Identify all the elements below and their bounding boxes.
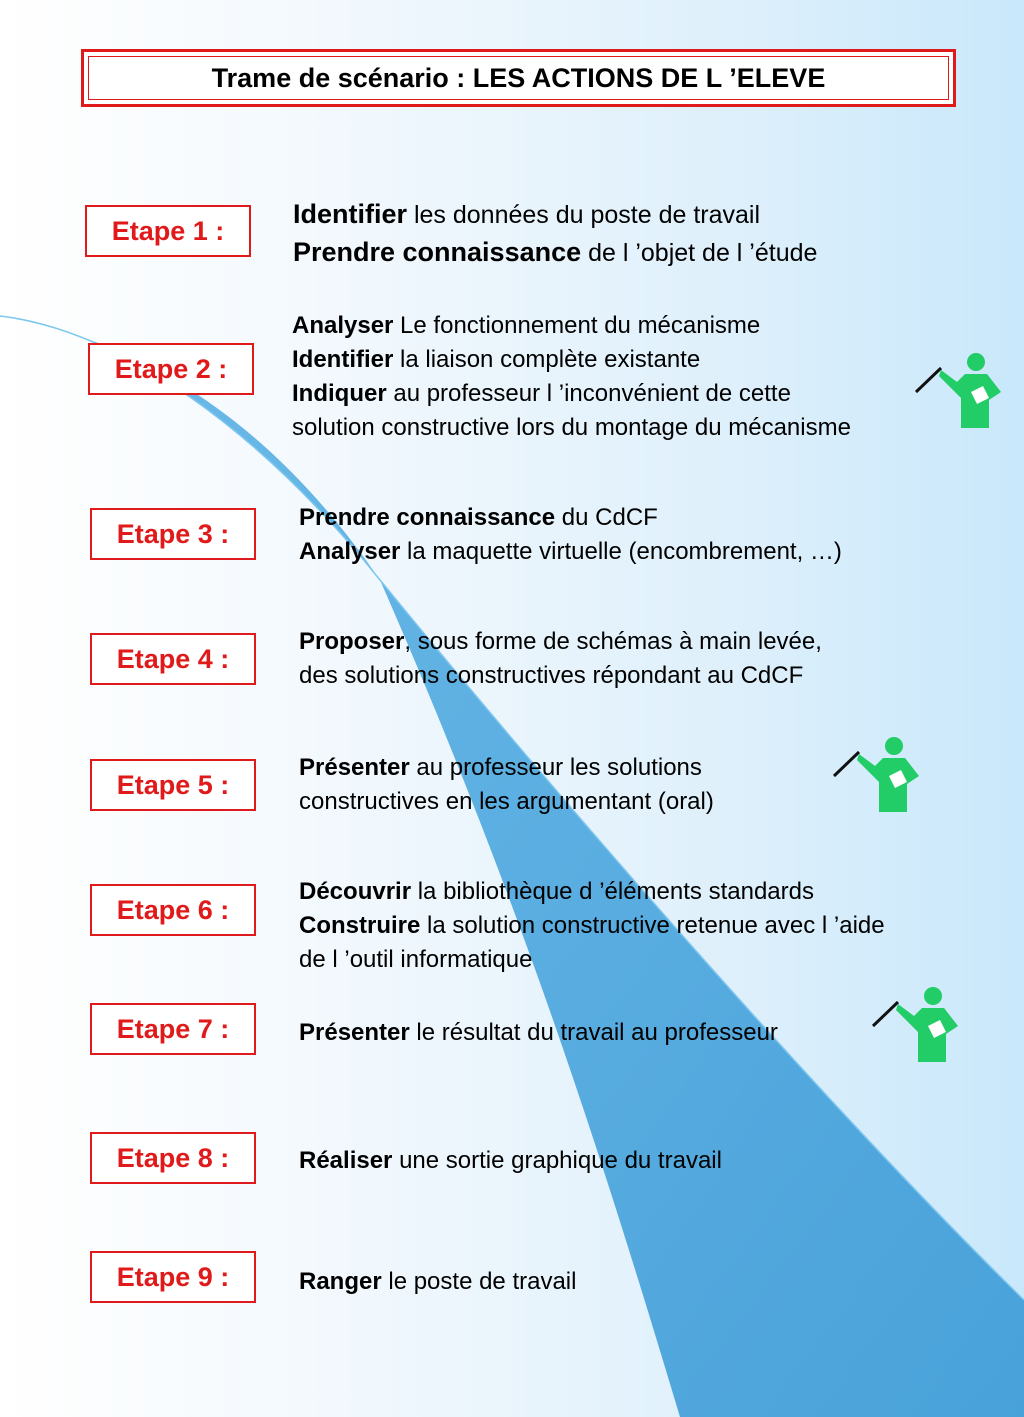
step-line-text: des solutions constructives répondant au CdCF (299, 662, 804, 689)
step-line (292, 343, 851, 377)
step-description (299, 1016, 778, 1050)
step-keyword: Présenter (299, 1019, 410, 1046)
step-line (299, 535, 842, 569)
step-line (299, 1265, 576, 1299)
step-line-text: de l ’objet de l ’étude (581, 239, 818, 267)
step-keyword: Analyser (292, 312, 394, 339)
step-label: Etape 6 : (90, 884, 256, 936)
step-keyword: Réaliser (299, 1147, 393, 1174)
step-line-text: la maquette virtuelle (encombrement, …) (400, 538, 842, 565)
step-label: Etape 2 : (88, 343, 254, 395)
teacher-icon (831, 736, 921, 816)
step-line (299, 751, 714, 785)
step-line (293, 234, 817, 272)
step-description (293, 196, 817, 272)
step-keyword: Présenter (299, 754, 410, 781)
step-line (299, 659, 822, 693)
step-line (293, 196, 817, 234)
step-line (299, 1016, 778, 1050)
step-keyword: Découvrir (299, 878, 412, 905)
step-line-text: la solution constructive retenue avec l ’aide (420, 912, 885, 939)
step-keyword: Indiquer (292, 380, 387, 407)
step-line (299, 501, 842, 535)
step-label: Etape 3 : (90, 508, 256, 560)
step-line-text: Le fonctionnement du mécanisme (393, 312, 761, 339)
step-keyword: Prendre connaissance (293, 237, 582, 267)
step-line-text: constructives en les argumentant (oral) (299, 788, 714, 815)
title-box (81, 49, 956, 107)
step-keyword: Analyser (299, 538, 401, 565)
step-line (299, 785, 714, 819)
step-line (299, 875, 885, 909)
step-description (299, 625, 822, 693)
step-line-text: la bibliothèque d ’éléments standards (411, 878, 814, 905)
teacher-icon (913, 352, 1003, 432)
step-line-text: le résultat du travail au professeur (409, 1019, 778, 1046)
step-label: Etape 7 : (90, 1003, 256, 1055)
step-line-text: une sortie graphique du travail (392, 1147, 722, 1174)
step-line-text: au professeur l ’inconvénient de cette (386, 380, 791, 407)
step-line (292, 309, 851, 343)
step-line-text: , sous forme de schémas à main levée, (404, 628, 822, 655)
step-line-text: au professeur les solutions (409, 754, 702, 781)
step-description (299, 1265, 576, 1299)
step-label: Etape 8 : (90, 1132, 256, 1184)
step-line-text: le poste de travail (381, 1268, 577, 1295)
step-label: Etape 5 : (90, 759, 256, 811)
step-line (299, 1144, 722, 1178)
step-description (299, 501, 842, 569)
step-keyword: Identifier (292, 346, 394, 373)
step-line (292, 411, 851, 445)
step-keyword: Prendre connaissance (299, 504, 556, 531)
step-line (292, 377, 851, 411)
step-keyword: Construire (299, 912, 421, 939)
step-label: Etape 1 : (85, 205, 251, 257)
step-label: Etape 4 : (90, 633, 256, 685)
teacher-icon (870, 986, 960, 1066)
step-description (299, 875, 885, 977)
step-line-text: du CdCF (555, 504, 658, 531)
page-title: Trame de scénario : LES ACTIONS DE L ’ELEVE (211, 62, 826, 93)
step-keyword: Ranger (299, 1268, 382, 1295)
step-line-text: solution constructive lors du montage du mécanisme (292, 414, 851, 441)
step-keyword: Proposer (299, 628, 405, 655)
step-line (299, 943, 885, 977)
step-line (299, 625, 822, 659)
title-inner-border (88, 56, 949, 100)
step-line (299, 909, 885, 943)
step-line-text: de l ’outil informatique (299, 946, 533, 973)
step-label: Etape 9 : (90, 1251, 256, 1303)
step-keyword: Identifier (293, 199, 408, 229)
step-description (292, 309, 851, 445)
step-line-text: les données du poste de travail (407, 201, 761, 229)
step-description (299, 1144, 722, 1178)
step-line-text: la liaison complète existante (393, 346, 701, 373)
step-description (299, 751, 714, 819)
